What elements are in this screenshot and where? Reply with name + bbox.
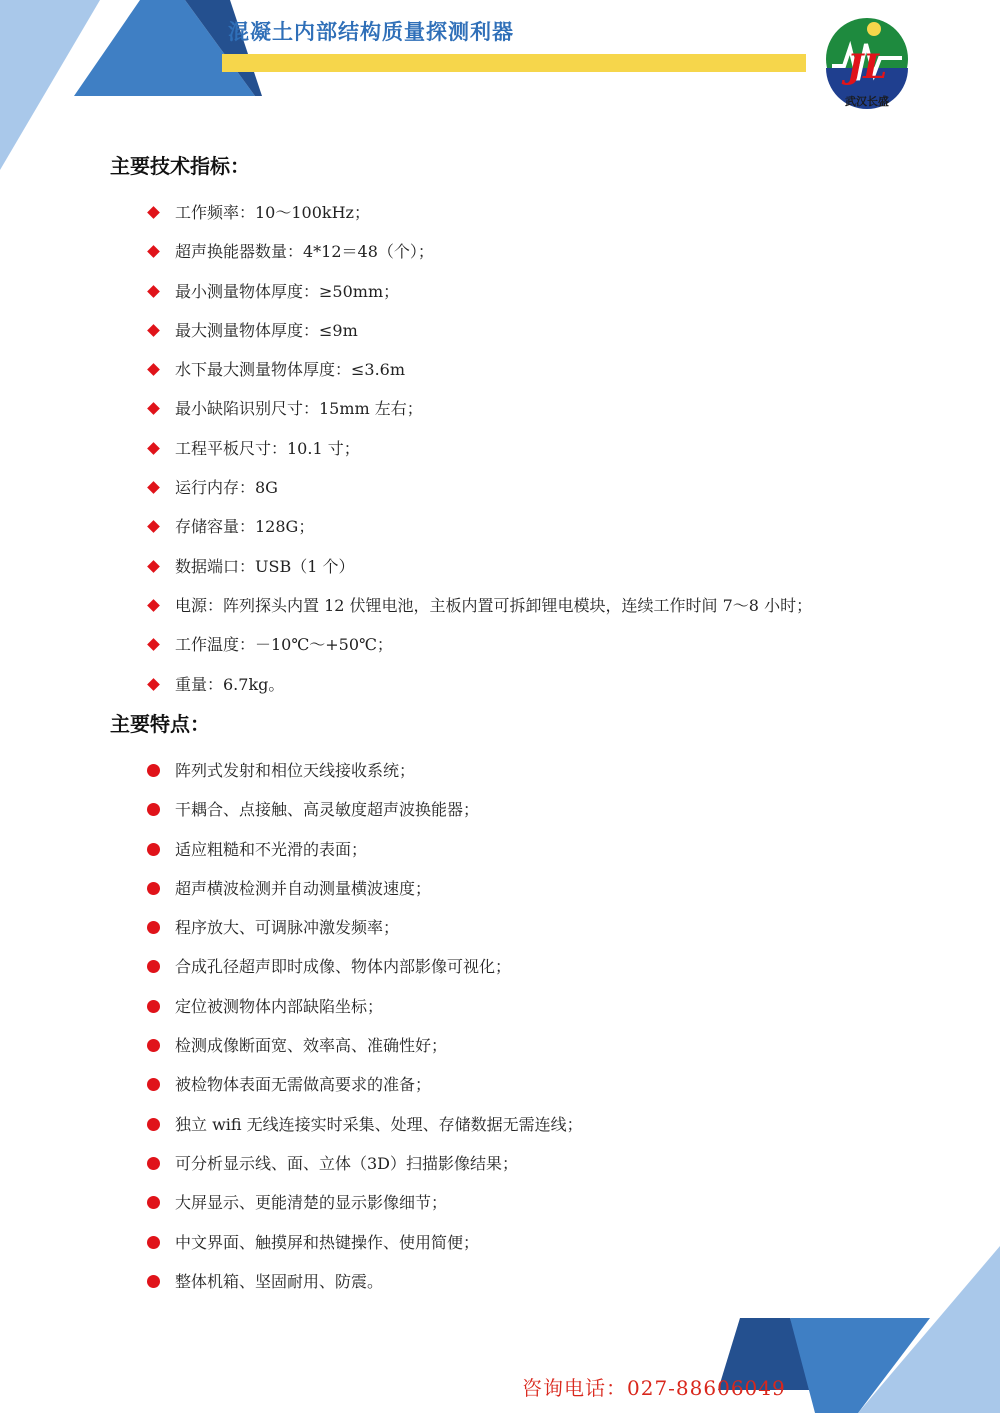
red-diamond-bullet-icon (147, 285, 160, 298)
red-diamond-bullet-icon (147, 638, 160, 651)
red-dot-bullet-icon (147, 1118, 160, 1131)
list-item-text: 被检物体表面无需做高要求的准备； (175, 1075, 432, 1095)
list-item-text: 超声换能器数量：4*12＝48（个）； (175, 242, 434, 262)
list-item-text: 重量：6.7kg。 (175, 674, 285, 694)
list-item (145, 429, 812, 468)
list-item (145, 1183, 583, 1222)
red-diamond-bullet-icon (147, 245, 160, 258)
list-item (145, 547, 812, 586)
red-diamond-bullet-icon (147, 363, 160, 376)
list-item-text: 独立 wifi 无线连接实时采集、处理、存储数据无需连线； (175, 1114, 583, 1134)
list-item (145, 1144, 583, 1183)
list-item-text: 中文界面、触摸屏和热键操作、使用简便； (175, 1232, 480, 1252)
red-dot-bullet-icon (147, 843, 160, 856)
list-item (145, 389, 812, 428)
list-item-text: 最大测量物体厚度：≤9m (175, 320, 358, 340)
red-diamond-bullet-icon (147, 481, 160, 494)
list-item (145, 751, 583, 790)
list-item-text: 适应粗糙和不光滑的表面； (175, 839, 368, 859)
red-dot-bullet-icon (147, 764, 160, 777)
red-dot-bullet-icon (147, 1078, 160, 1091)
list-item (145, 790, 583, 829)
list-item-text: 定位被测物体内部缺陷坐标； (175, 996, 384, 1016)
list-item (145, 908, 583, 947)
contact-phone: 咨询电话：027-88606049 (522, 1376, 786, 1400)
logo-company-name: 武汉长盛 (845, 95, 889, 108)
red-diamond-bullet-icon (147, 560, 160, 573)
list-item (145, 1065, 583, 1104)
red-dot-bullet-icon (147, 960, 160, 973)
list-item-text: 运行内存：8G (175, 478, 278, 498)
list-item-text: 工作温度：－10℃～+50℃； (175, 635, 393, 655)
specs-heading: 主要技术指标： (110, 154, 250, 178)
red-diamond-bullet-icon (147, 206, 160, 219)
red-dot-bullet-icon (147, 803, 160, 816)
svg-text:JL: JL (847, 47, 887, 87)
list-item (145, 507, 812, 546)
list-item (145, 350, 812, 389)
red-dot-bullet-icon (147, 1236, 160, 1249)
red-diamond-bullet-icon (147, 521, 160, 534)
list-item (145, 1223, 583, 1262)
specs-list (145, 193, 812, 704)
red-dot-bullet-icon (147, 1000, 160, 1013)
list-item-text: 最小缺陷识别尺寸：15mm 左右； (175, 399, 423, 419)
red-dot-bullet-icon (147, 1157, 160, 1170)
list-item (145, 1026, 583, 1065)
list-item (145, 193, 812, 232)
list-item (145, 987, 583, 1026)
list-item-text: 数据端口：USB（1 个） (175, 556, 355, 576)
list-item-text: 水下最大测量物体厚度：≤3.6m (175, 360, 406, 380)
red-diamond-bullet-icon (147, 678, 160, 691)
list-item (145, 869, 583, 908)
list-item (145, 665, 812, 704)
features-list (145, 751, 583, 1301)
red-diamond-bullet-icon (147, 599, 160, 612)
red-diamond-bullet-icon (147, 403, 160, 416)
list-item (145, 625, 812, 664)
header-title: 混凝土内部结构质量探测利器 (228, 20, 514, 44)
red-dot-bullet-icon (147, 921, 160, 934)
list-item (145, 272, 812, 311)
list-item-text: 程序放大、可调脉冲激发频率； (175, 918, 400, 938)
red-dot-bullet-icon (147, 882, 160, 895)
list-item-text: 超声横波检测并自动测量横波速度； (175, 878, 432, 898)
features-heading: 主要特点： (110, 712, 210, 736)
red-diamond-bullet-icon (147, 442, 160, 455)
list-item-text: 检测成像断面宽、效率高、准确性好； (175, 1036, 448, 1056)
header-yellow-bar (222, 54, 806, 72)
red-dot-bullet-icon (147, 1196, 160, 1209)
red-dot-bullet-icon (147, 1039, 160, 1052)
list-item (145, 1105, 583, 1144)
list-item-text: 整体机箱、坚固耐用、防震。 (175, 1271, 384, 1291)
list-item (145, 468, 812, 507)
list-item-text: 合成孔径超声即时成像、物体内部影像可视化； (175, 957, 512, 977)
list-item-text: 工程平板尺寸：10.1 寸； (175, 438, 360, 458)
list-item-text: 阵列式发射和相位天线接收系统； (175, 761, 416, 780)
list-item-text: 最小测量物体厚度：≥50mm； (175, 281, 400, 301)
list-item (145, 586, 812, 625)
list-item (145, 1262, 583, 1301)
list-item-text: 电源：阵列探头内置 12 伏锂电池，主板内置可拆卸锂电模块，连续工作时间 7～8 小时； (175, 595, 813, 615)
list-item (145, 947, 583, 986)
list-item-text: 大屏显示、更能清楚的显示影像细节； (175, 1193, 448, 1213)
list-item-text: 工作频率：10～100kHz； (175, 203, 370, 222)
list-item-text: 干耦合、点接触、高灵敏度超声波换能器； (175, 800, 480, 820)
list-item-text: 可分析显示线、面、立体（3D）扫描影像结果； (175, 1153, 519, 1173)
list-item (145, 232, 812, 271)
list-item (145, 311, 812, 350)
red-dot-bullet-icon (147, 1275, 160, 1288)
red-diamond-bullet-icon (147, 324, 160, 337)
list-item (145, 830, 583, 869)
list-item-text: 存储容量：128G； (175, 517, 315, 537)
